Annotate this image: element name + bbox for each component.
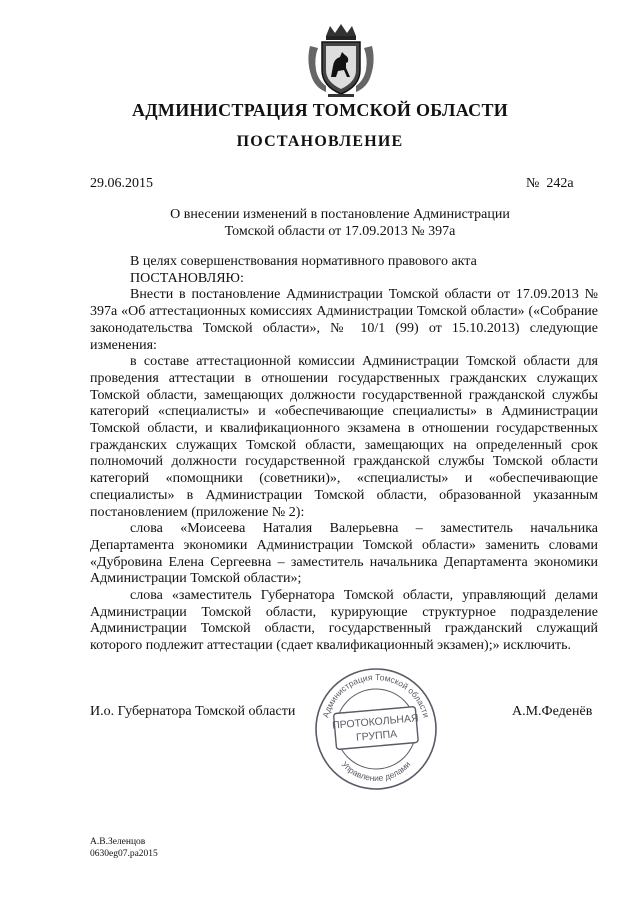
document-body bbox=[90, 254, 598, 655]
stamp-ring-top: Администрация Томской области bbox=[320, 671, 432, 719]
body-paragraph: слова «заместитель Губернатора Томской области, управляющий делами Администрации Томской области, курирующие структурное подразделение Администрации Томской области, государственный гражданский служащий которого подлежит аттестации (сдает квалификационный экзамен);» исключить. bbox=[90, 588, 598, 654]
document-type: ПОСТАНОВЛЕНИЕ bbox=[236, 133, 404, 150]
resolve-word: ПОСТАНОВЛЯЮ: bbox=[130, 270, 244, 286]
document-date: 29.06.2015 bbox=[90, 176, 153, 191]
subject-line: Томской области от 17.09.2013 № 397а bbox=[224, 224, 456, 239]
stamp-center-line: ГРУППА bbox=[355, 728, 398, 744]
subject-line: О внесении изменений в постановление Администрации bbox=[170, 207, 510, 222]
preamble: В целях совершенствования нормативного правового акта bbox=[130, 254, 477, 269]
coat-of-arms-icon bbox=[306, 22, 376, 100]
body-paragraph: в составе аттестационной комиссии Администрации Томской области для проведения аттестации в отношении государственных гражданских служащих Томской области, замещающих должности государственной гражданской службы категорий «специалисты» и «обеспечивающие специалисты» в Администрации Томской области, и квалификационного экзамена в отношении государственных гражданских служащих Томской области, замещающих на определенный срок полномочий должности государственной гражданской службы Томской области категорий «помощники (советники)», «специалисты» и «обеспечивающие специалисты» в Администрации Томской области, образованной указанным постановлением (приложение № 2): bbox=[90, 354, 598, 520]
organization-name: АДМИНИСТРАЦИЯ ТОМСКОЙ ОБЛАСТИ bbox=[131, 100, 509, 120]
body-paragraph: слова «Моисеева Наталия Валерьевна – заместитель начальника Департамента экономики Администрации Томской области» заменить словами «Дубровина Елена Сергеевна – заместитель начальника Департамента экономики Администрации Томской области»; bbox=[90, 521, 598, 587]
file-reference: 0630eg07.pa2015 bbox=[90, 848, 158, 859]
document-number: № 242а bbox=[526, 176, 574, 191]
document-subject bbox=[100, 206, 580, 240]
stamp-ring-bottom: Управление делами bbox=[339, 759, 413, 784]
body-paragraph: Внести в постановление Администрации Томской области от 17.09.2013 № 397а «Об аттестационных комиссиях Администрации Томской области» («Собрание законодательства Томской области», № 10/1 (99) от 15.10.2013) следующие изменения: bbox=[90, 287, 598, 353]
executor-footer bbox=[90, 837, 158, 860]
signatory-position: И.о. Губернатора Томской области bbox=[90, 704, 296, 719]
executor-name: А.В.Зеленцов bbox=[90, 837, 146, 847]
stamp-center-line: ПРОТОКОЛЬНАЯ bbox=[331, 712, 420, 732]
svg-text:Управление делами bbox=[340, 759, 413, 783]
protocol-stamp-icon bbox=[313, 666, 439, 792]
signatory-name: А.М.Феденёв bbox=[512, 704, 593, 719]
